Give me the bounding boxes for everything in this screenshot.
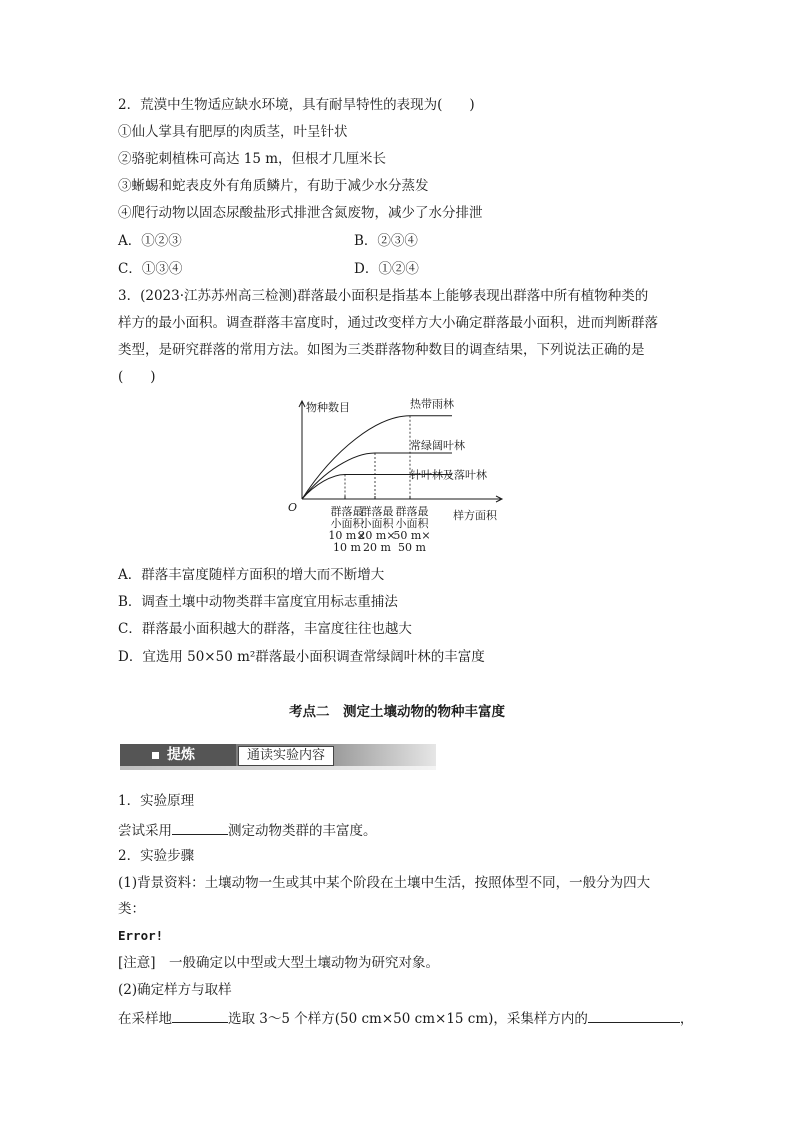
q2-stem: 2．荒漠中生物适应缺水环境，具有耐旱特性的表现为( ) [118,97,475,113]
error-text: Error! [118,928,164,943]
x-tick-label-3-4: 50 m [398,541,426,554]
origin-label: O [287,501,297,514]
body-steps-heading: 2．实验步骤 [118,848,195,864]
q3-option-a: A．群落丰富度随样方面积的增大而不断增大 [118,567,385,583]
y-axis-label: 物种数目 [306,401,350,414]
series-label-1: 热带雨林 [410,397,454,411]
band-tag [120,744,236,766]
q3-option-c: C．群落最小面积越大的群落，丰富度往往也越大 [118,621,412,637]
body-background-line-2: 类： [118,901,145,917]
x-tick-label-1-1: 群落最 [330,505,364,518]
series-curve-1 [302,416,452,499]
section-band [120,744,436,770]
sampling-text-c: ， [679,1011,694,1027]
body-principle-heading: 1．实验原理 [118,793,195,809]
x-axis-label: 样方面积 [453,509,497,522]
principle-text-a: 尝试采用 [118,823,172,839]
x-tick-label-1-3: 10 m× [328,529,366,542]
sampling-text-b: 选取 3～5 个样方(50 cm×50 cm×15 cm)，采集样方内的 [228,1011,588,1027]
series-label-3: 针叶林及落叶林 [410,468,487,482]
square-icon [152,752,159,759]
fill-blank-site [172,1008,228,1023]
q2-item-4: ④爬行动物以固态尿酸盐形式排泄含氮废物，减少了水分排泄 [118,205,483,221]
sampling-text-a: 在采样地 [118,1011,172,1027]
species-area-chart [280,395,520,560]
x-tick-label-1-4: 10 m [333,541,361,554]
band-box: 通读实验内容 [238,746,334,766]
q2-item-2: ②骆驼刺植株可高达 15 m，但根才几厘米长 [118,151,387,167]
x-tick-label-2-3: 20 m× [358,529,396,542]
band-tag-label: 提炼 [167,747,195,763]
q3-option-b: B．调查土壤中动物类群丰富度宜用标志重捕法 [118,594,398,610]
section-title: 考点二 测定土壤动物的物种丰富度 [289,704,505,720]
x-tick-label-3-3: 50 m× [393,529,431,542]
x-tick-label-1-2: 小面积 [330,517,364,530]
fill-blank-sample [588,1008,680,1023]
fill-blank-method [172,820,228,835]
q2-option-c: C．①③④ [118,261,183,277]
q2-item-3: ③蜥蜴和蛇表皮外有角质鳞片，有助于减少水分蒸发 [118,178,429,194]
x-tick-label-2-1: 群落最 [360,505,394,518]
band-shadow [120,766,436,770]
q3-stem-line-1: 3．(2023·江苏苏州高三检测)群落最小面积是指基本上能够表现出群落中所有植物种类的 [118,288,649,304]
q3-stem-line-3: 类型，是研究群落的常用方法。如图为三类群落物种数目的调查结果，下列说法正确的是 [118,342,645,358]
x-tick-label-3-1: 群落最 [395,505,429,518]
x-tick-label-2-2: 小面积 [360,517,394,530]
series-label-2: 常绿阔叶林 [410,438,465,452]
q3-option-d: D．宜选用 50×50 m²群落最小面积调查常绿阔叶林的丰富度 [118,649,485,665]
body-background-line-1: (1)背景资料：土壤动物一生或其中某个阶段在土壤中生活，按照体型不同，一般分为四大 [118,875,651,891]
x-tick-label-3-2: 小面积 [395,517,429,530]
q3-stem-line-4: ( ) [118,369,156,385]
body-sampling-heading: (2)确定样方与取样 [118,982,232,998]
principle-text-b: 测定动物类群的丰富度。 [228,823,377,839]
body-note: [注意] 一般确定以中型或大型土壤动物为研究对象。 [118,955,440,971]
q2-option-b: B．②③④ [354,233,418,249]
body-principle-line [118,820,377,840]
q2-option-d: D．①②④ [354,261,419,277]
q3-stem-line-2: 样方的最小面积。调查群落丰富度时，通过改变样方大小确定群落最小面积，进而判断群落 [118,315,658,331]
q2-option-a: A．①②③ [118,233,182,249]
q2-item-1: ①仙人掌具有肥厚的肉质茎，叶呈针状 [118,124,348,140]
body-sampling-line [118,1008,693,1028]
x-tick-label-2-4: 20 m [363,541,391,554]
